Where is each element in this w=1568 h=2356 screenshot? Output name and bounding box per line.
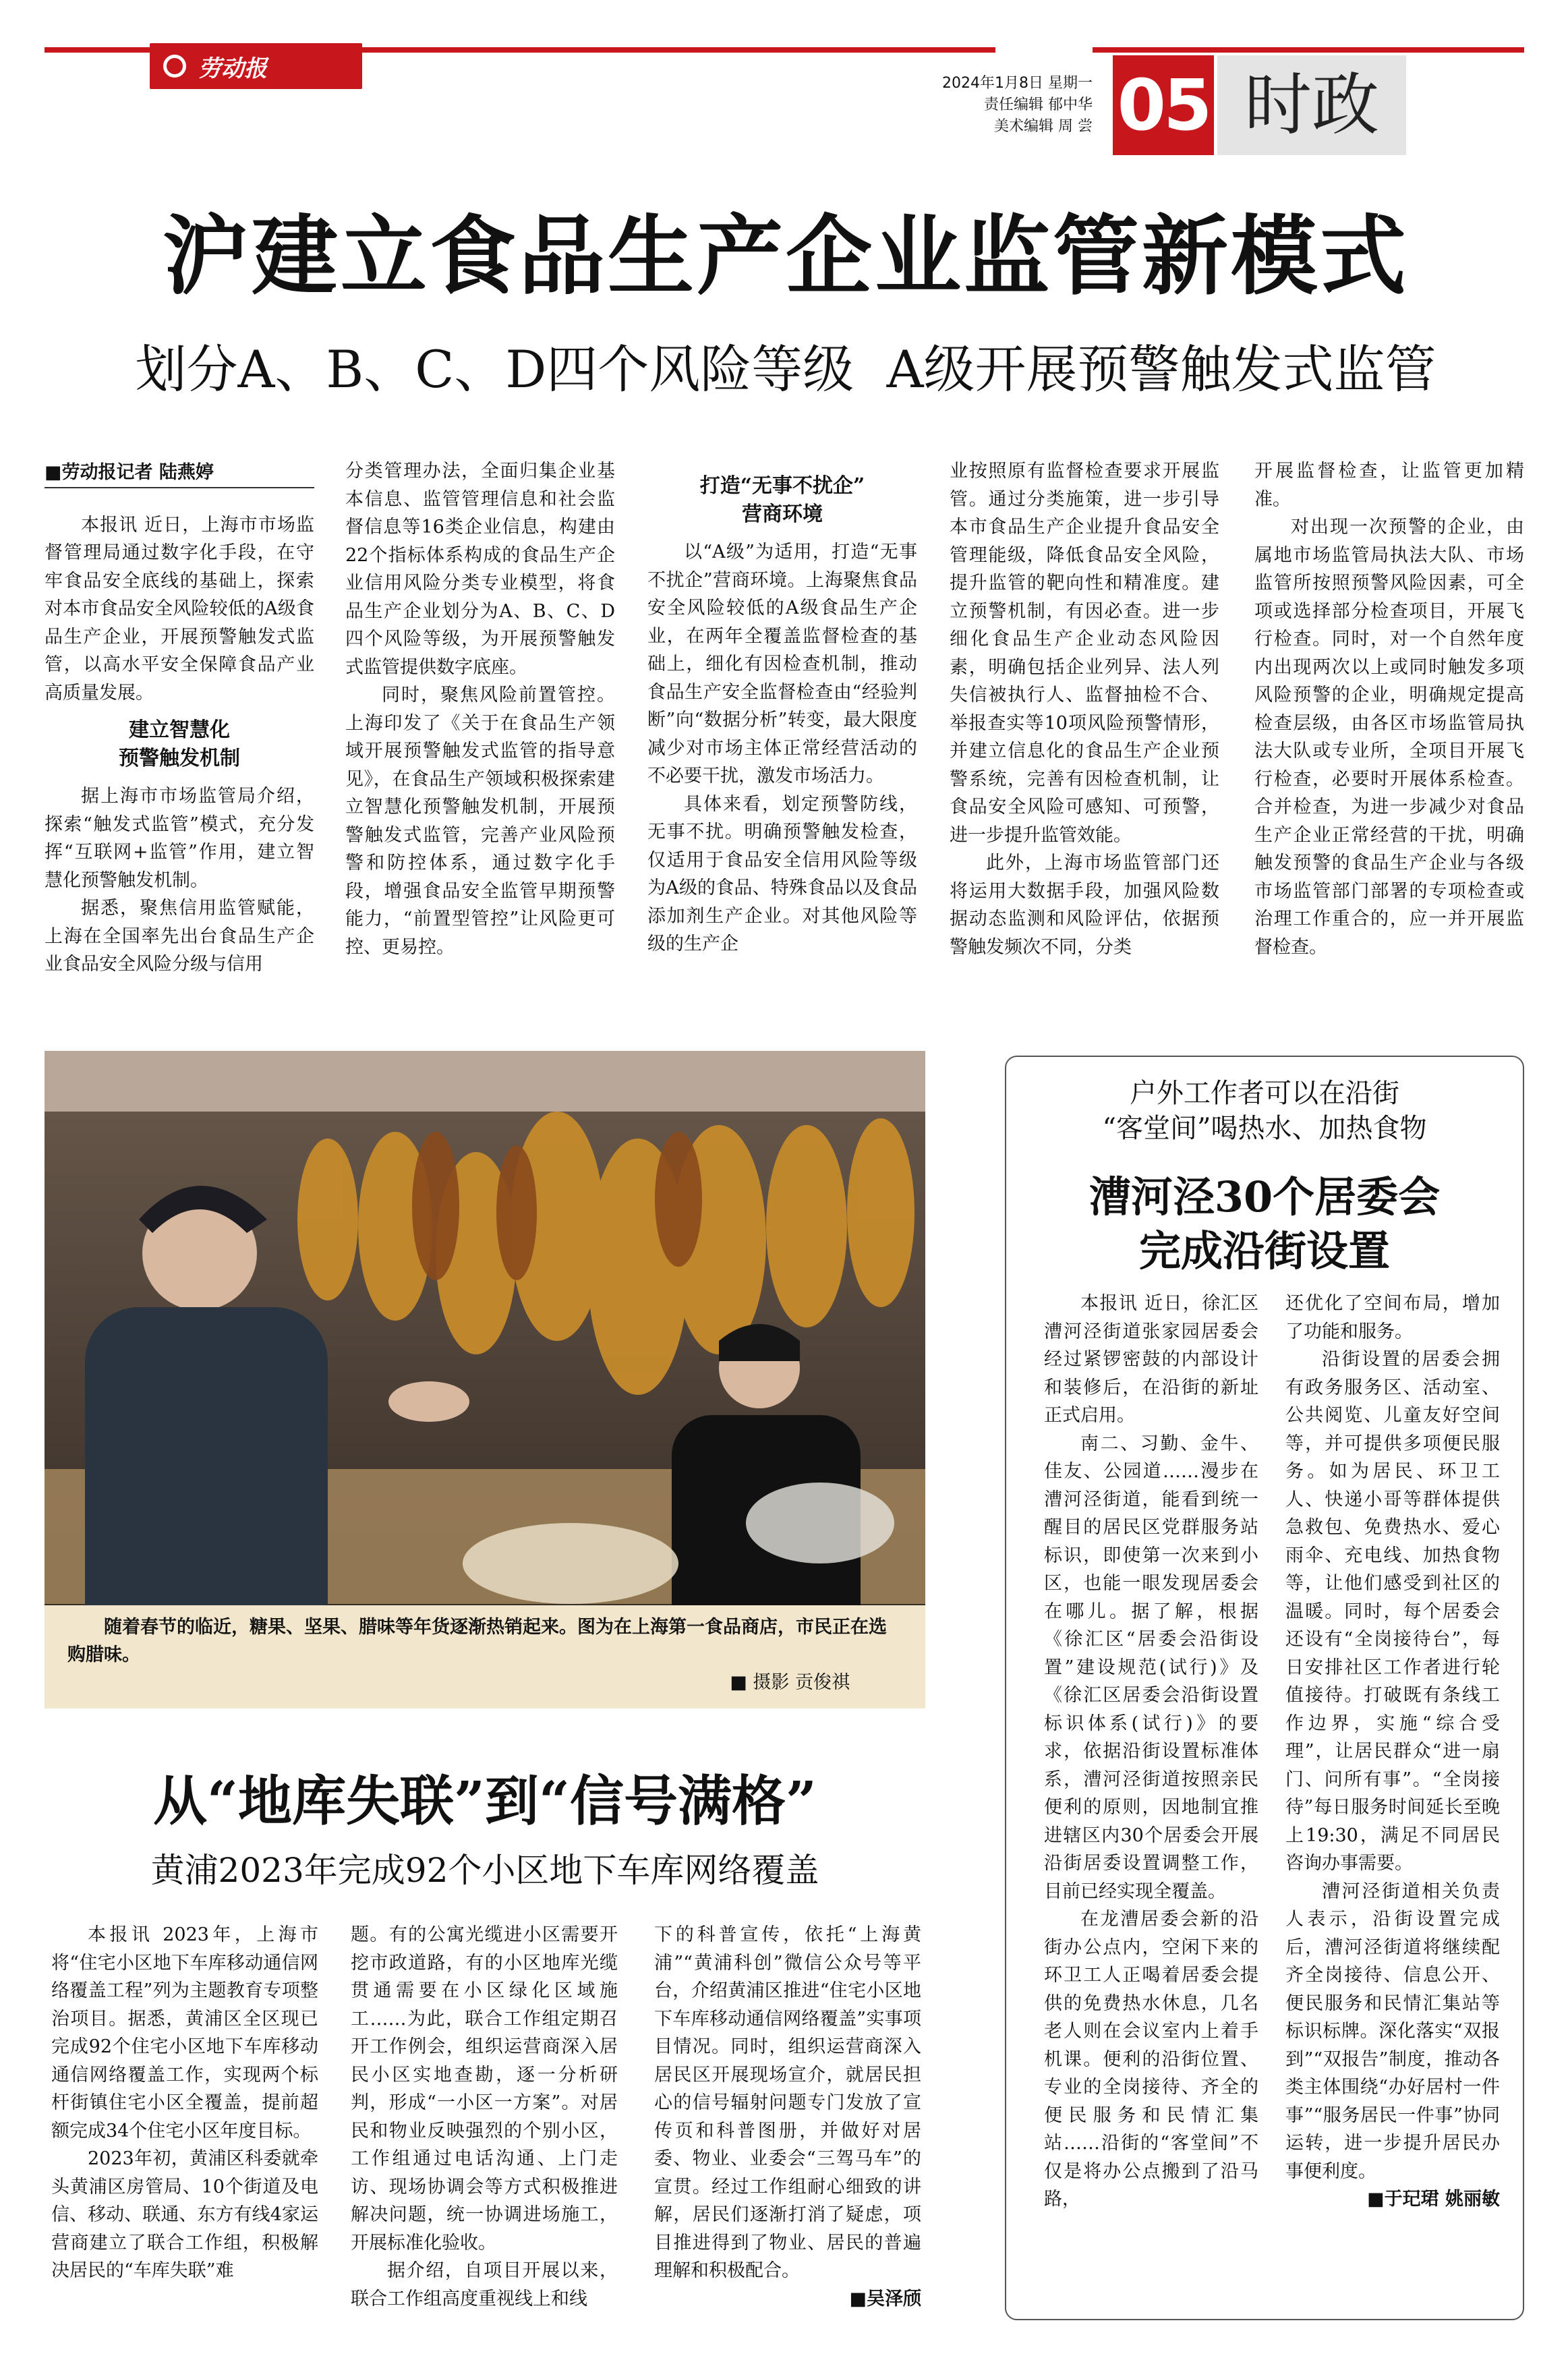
lead-subhead-2: 打造“无事不扰企” 营商环境 bbox=[699, 474, 865, 526]
lead-column-2 bbox=[345, 457, 615, 961]
second-headline: 从“地库失联”到“信号满格” bbox=[152, 1769, 817, 1833]
lead-col1-para: 本报讯 近日，上海市市场监督管理局通过数字化手段，在守牢食品安全底线的基础上，探索对本市食品安全风险较低的A级食品生产企业，开展预警触发式监管，以高水平安全保障食品产业高质量发展。 bbox=[45, 514, 314, 703]
lead-deck: 划分A、B、C、D四个风险等级 A级开展预警触发式监管 bbox=[135, 339, 1436, 399]
second-col2-para: 题。有的公寓光缆进小区需要开挖市政道路，有的小区地库光缆贯通需要在小区绿化区域施工……为此，联合工作组定期召开工作例会，组织运营商深入居民小区实地查勘，逐一分析研判，形成“一小区一方案”。对居民和物业反映强烈的个别小区，工作组通过电话沟通、上门走访、现场协调会等方式积极推进解决问题，统一协调进场施工，开展标准化验收。 bbox=[351, 1924, 618, 2253]
lead-col3-para: 具体来看，划定预警防线，无事不扰。明确预警触发检查，仅适用于食品安全信用风险等级为A级的食品、特殊食品以及食品添加剂生产企业。对其他风险等级的生产企 bbox=[647, 793, 917, 954]
lead-byline: ■劳动报记者 陆燕婷 bbox=[45, 459, 314, 488]
sidebar-signature: ■于玘珺 姚丽敏 bbox=[1367, 2189, 1500, 2210]
lead-col5-para: 对出现一次预警的企业，由属地市场监管局执法大队、市场监管所按照预警风险因素，可全项或选择部分检查项目，开展飞行检查。同时，对一个自然年度内出现两次以上或同时触发多项风险预警的企业，明确规定提高检查层级，由各区市场监管局执法大队或专业所，全项目开展飞行检查，必要时开展体系检查。合并检查，为进一步减少对食品生产企业正常经营的干扰，明确触发预警的食品生产企业与各级市场监管部门部署的专项检查或治理工作重合的，应一并开展监督检查。 bbox=[1254, 517, 1524, 958]
sidebar-headline: 漕河泾30个居委会 完成沿街设置 bbox=[1088, 1172, 1441, 1275]
lead-col2-para: 分类管理办法，全面归集企业基本信息、监管管理信息和社会监督信息等16类企业信息，构建由22个指标体系构成的食品生产企业信用风险分类专业模型，将食品生产企业划分为A、B、C、D四个风险等级，为开展预警触发式监管提供数字底座。 bbox=[345, 461, 615, 678]
sidebar-col1-para: 在龙漕居委会新的沿街办公点内，空闲下来的环卫工人正喝着居委会提供的免费热水休息，几名老人则在会议室内上着手机课。便利的沿街位置、专业的全岗接待、齐全的便民服务和民情汇集站……沿街的“客堂间”不仅是将办公点搬到了沿马路， bbox=[1044, 1909, 1258, 2210]
page-number: 05 bbox=[1113, 55, 1214, 155]
section-title: 时政 bbox=[1217, 55, 1406, 155]
lead-column-4 bbox=[950, 457, 1219, 961]
second-col1-para: 2023年初，黄浦区科委就牵头黄浦区房管局、10个街道及电信、移动、联通、东方有线4家运营商建立了联合工作组，积极解决居民的“车库失联”难 bbox=[51, 2148, 318, 2281]
sidebar-col1-para: 本报讯 近日，徐汇区漕河泾街道张家园居委会经过紧锣密鼓的内部设计和装修后，在沿街的新址正式启用。 bbox=[1044, 1293, 1258, 1426]
second-column-1 bbox=[51, 1921, 318, 2285]
lead-col3-para: 以“A级”为适用，打造“无事不扰企”营商环境。上海聚焦食品安全风险较低的A级食品生产企业，在两年全覆盖监督检查的基础上，细化有因检查机制，推动食品生产安全监督检查由“经验判断”向“数据分析”转变，最大限度减少对市场主体正常经营活动的不必要干扰，激发市场活力。 bbox=[647, 542, 917, 786]
sidebar-kicker: 户外工作者可以在沿街 “客堂间”喝热水、加热食物 bbox=[1102, 1078, 1427, 1144]
sidebar-col1-para: 南二、习勤、金牛、佳友、公园道……漫步在漕河泾街道，能看到统一醒目的居民区党群服务站标识，即使第一次来到小区，也能一眼发现居委会在哪儿。据了解，根据《徐汇区“居委会沿街设置”建设规范(试行)》及《徐汇区居委会沿街设置标识体系(试行)》的要求，依据沿街设置标准体系，漕河泾街道按照亲民便利的原则，因地制宜推进辖区内30个居委会开展沿街居委设置调整工作，目前已经实现全覆盖。 bbox=[1044, 1433, 1258, 1902]
lead-column-1 bbox=[45, 459, 314, 979]
second-column-3 bbox=[654, 1921, 921, 2313]
second-col1-para: 本报讯 2023年，上海市将“住宅小区地下车库移动通信网络覆盖工程”列为主题教育专项整治项目。据悉，黄浦区全区现已完成92个住宅小区地下车库移动通信网络覆盖工作，实现两个标杆街镇住宅小区全覆盖，提前超额完成34个住宅小区年度目标。 bbox=[51, 1924, 318, 2142]
lead-subhead-1: 建立智慧化 预警触发机制 bbox=[119, 718, 240, 770]
caption-text: 随着春节的临近，糖果、坚果、腊味等年货逐渐热销起来。图为在上海第一食品商店，市民正在选购腊味。 bbox=[67, 1617, 887, 1665]
lead-headline: 沪建立食品生产企业监管新模式 bbox=[162, 206, 1409, 307]
sidebar-col2-para: 漕河泾街道相关负责人表示，沿街设置完成后，漕河泾街道将继续配齐全岗接待、信息公开、便民服务和民情汇集站等标识标牌。深化落实“双报到”“双报告”制度，推动各类主体围绕“办好居村一件事”“服务居民一件事”协同运转，进一步提升居民办事便利度。 bbox=[1285, 1880, 1500, 2182]
second-signature: ■吴泽颀 bbox=[849, 2288, 921, 2309]
photo-credit: ■ 摄影 贡俊祺 bbox=[730, 1672, 850, 1693]
lead-col4-para: 此外，上海市场监管部门还将运用大数据手段，加强风险数据动态监测和风险评估，依据预警触发频次不同，分类 bbox=[950, 853, 1219, 958]
masthead-rule-right bbox=[1093, 47, 1524, 53]
second-deck: 黄浦2023年完成92个小区地下车库网络覆盖 bbox=[150, 1851, 819, 1890]
second-column-2 bbox=[351, 1921, 618, 2313]
lead-col1-para: 据悉，聚焦信用监管赋能，上海在全国率先出台食品生产企业食品安全风险分级与信用 bbox=[45, 898, 314, 975]
sidebar-col2-para: 还优化了空间布局，增加了功能和服务。 bbox=[1285, 1293, 1500, 1342]
lead-col5-para: 开展监督检查，让监管更加精准。 bbox=[1254, 461, 1524, 510]
sidebar-column-2 bbox=[1285, 1290, 1500, 2214]
second-col3-para: 下的科普宣传，依托“上海黄浦”“黄浦科创”微信公众号等平台，介绍黄浦区推进“住宅小区地下车库移动通信网络覆盖”实事项目情况。同时，组织运营商深入居民区开展现场宣介，就居民担心的信号辐射问题专门发放了宣传页和科普图册，并做好对居委、物业、业委会“三驾马车”的宣贯。经过工作组耐心细致的讲解，居民们逐渐打消了疑虑，项目推进得到了物业、居民的普遍理解和积极配合。 bbox=[654, 1924, 921, 2281]
editor-credit: 责任编辑 郁中华 bbox=[984, 96, 1093, 113]
second-col2-para: 据介绍，自项目开展以来，联合工作组高度重视线上和线 bbox=[351, 2260, 618, 2309]
logo-mark-icon bbox=[163, 55, 186, 78]
lead-col2-para: 同时，聚焦风险前置管控。上海印发了《关于在食品生产领域开展预警触发式监管的指导意见》，在食品生产领域积极探索建立智慧化预警触发机制，开展预警触发式监管，完善产业风险预警和防控体系，通过数字化手段，增强食品安全监管早期预警能力，“前置型管控”让风险更可控、更易控。 bbox=[345, 685, 615, 958]
lead-col4-para: 业按照原有监督检查要求开展监管。通过分类施策，进一步引导本市食品生产企业提升食品安全管理能级，降低食品安全风险，提升监管的靶向性和精准度。建立预警机制，有因必查。进一步细化食品生产企业动态风险因素，明确包括企业列异、法人列失信被执行人、监督抽检不合、举报查实等10项风险预警情形，并建立信息化的食品生产企业预警系统，完善有因检查机制，让食品安全风险可感知、可预警，进一步提升监管效能。 bbox=[950, 461, 1219, 846]
dateline bbox=[877, 73, 1093, 138]
sidebar-col2-para: 沿街设置的居委会拥有政务服务区、活动室、公共阅览、儿童友好空间等，并可提供多项便民服务。如为居民、环卫工人、快递小哥等群体提供急救包、免费热水、爱心雨伞、充电线、加热食物等，让他们感受到社区的温暖。同时，每个居委会还设有“全岗接待台”，每日安排社区工作者进行轮值接待。打破既有条线工作边界，实施“综合受理”，让居民群众“进一扇门、问所有事”。“全岗接待”每日服务时间延长至晚上19:30，满足不同居民咨询办事需要。 bbox=[1285, 1349, 1500, 1874]
lead-column-5 bbox=[1254, 457, 1524, 961]
issue-date: 2024年1月8日 星期一 bbox=[942, 75, 1093, 92]
photo-caption bbox=[67, 1613, 904, 1696]
logo-text: 劳动报 bbox=[198, 55, 267, 82]
art-editor-credit: 美术编辑 周 尝 bbox=[994, 118, 1093, 135]
lead-col1-para: 据上海市市场监管局介绍，探索“触发式监管”模式，充分发挥“互联网+监管”作用，建立智慧化预警触发机制。 bbox=[45, 786, 314, 891]
lead-column-3 bbox=[647, 472, 917, 958]
newspaper-logo bbox=[150, 43, 362, 89]
sidebar-column-1 bbox=[1044, 1290, 1258, 2214]
